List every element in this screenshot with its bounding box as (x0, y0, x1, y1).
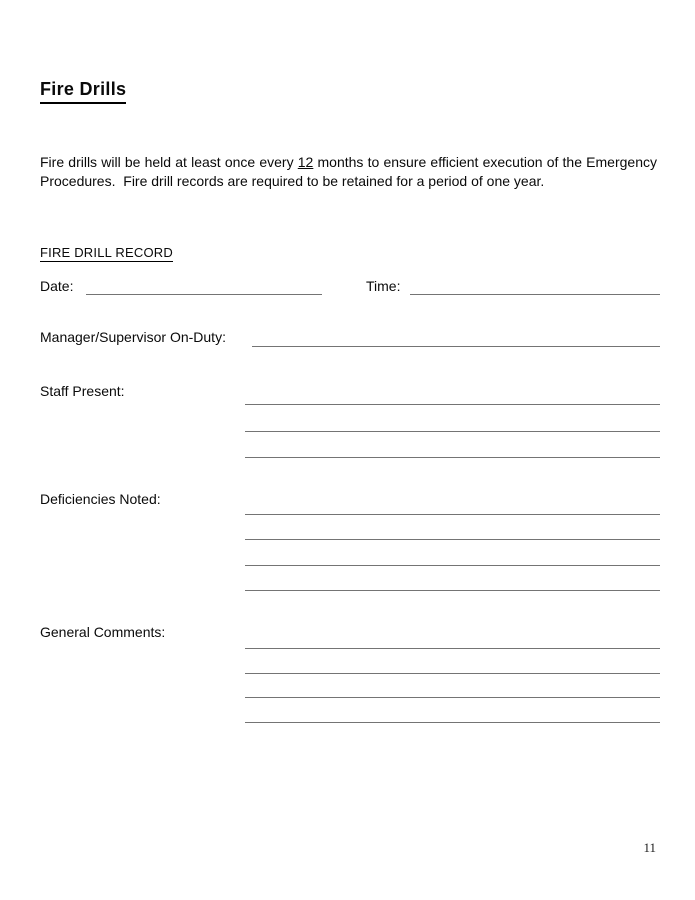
time-label: Time: (366, 278, 401, 294)
deficiencies-noted-fill-lines (245, 489, 660, 591)
blank-write-in-line (245, 379, 660, 405)
date-label: Date: (40, 278, 74, 294)
manager-on-duty-label: Manager/Supervisor On-Duty: (40, 329, 226, 345)
blank-write-in-line (245, 698, 660, 723)
blank-write-in-line (245, 674, 660, 699)
blank-write-in-line (245, 624, 660, 649)
staff-present-fill-lines (245, 379, 660, 458)
deficiencies-noted-label: Deficiencies Noted: (40, 491, 161, 507)
page-title-text: Fire Drills (40, 79, 126, 104)
intro-text-before: Fire drills will be held at least once every (40, 154, 298, 170)
manager-on-duty-fill-line (252, 346, 660, 347)
page-title (40, 79, 126, 104)
record-section-heading (40, 245, 173, 262)
staff-present-label: Staff Present: (40, 383, 125, 399)
blank-write-in-line (245, 566, 660, 592)
blank-write-in-line (245, 432, 660, 458)
intro-paragraph (40, 153, 657, 191)
blank-write-in-line (245, 489, 660, 515)
blank-write-in-line (245, 515, 660, 541)
page-number: 11 (643, 840, 656, 855)
record-section-heading-text: FIRE DRILL RECORD (40, 245, 173, 260)
general-comments-fill-lines (245, 624, 660, 723)
general-comments-label: General Comments: (40, 624, 166, 640)
intro-text-after: months to ensure efficient execution of the Emergency Procedures. Fire drill records are required to be retained for a period of one year. (40, 154, 657, 189)
date-fill-line (86, 294, 322, 295)
time-fill-line (410, 294, 660, 295)
intro-underlined-value: 12 (297, 154, 314, 170)
blank-write-in-line (245, 540, 660, 566)
blank-write-in-line (245, 405, 660, 431)
blank-write-in-line (245, 649, 660, 674)
